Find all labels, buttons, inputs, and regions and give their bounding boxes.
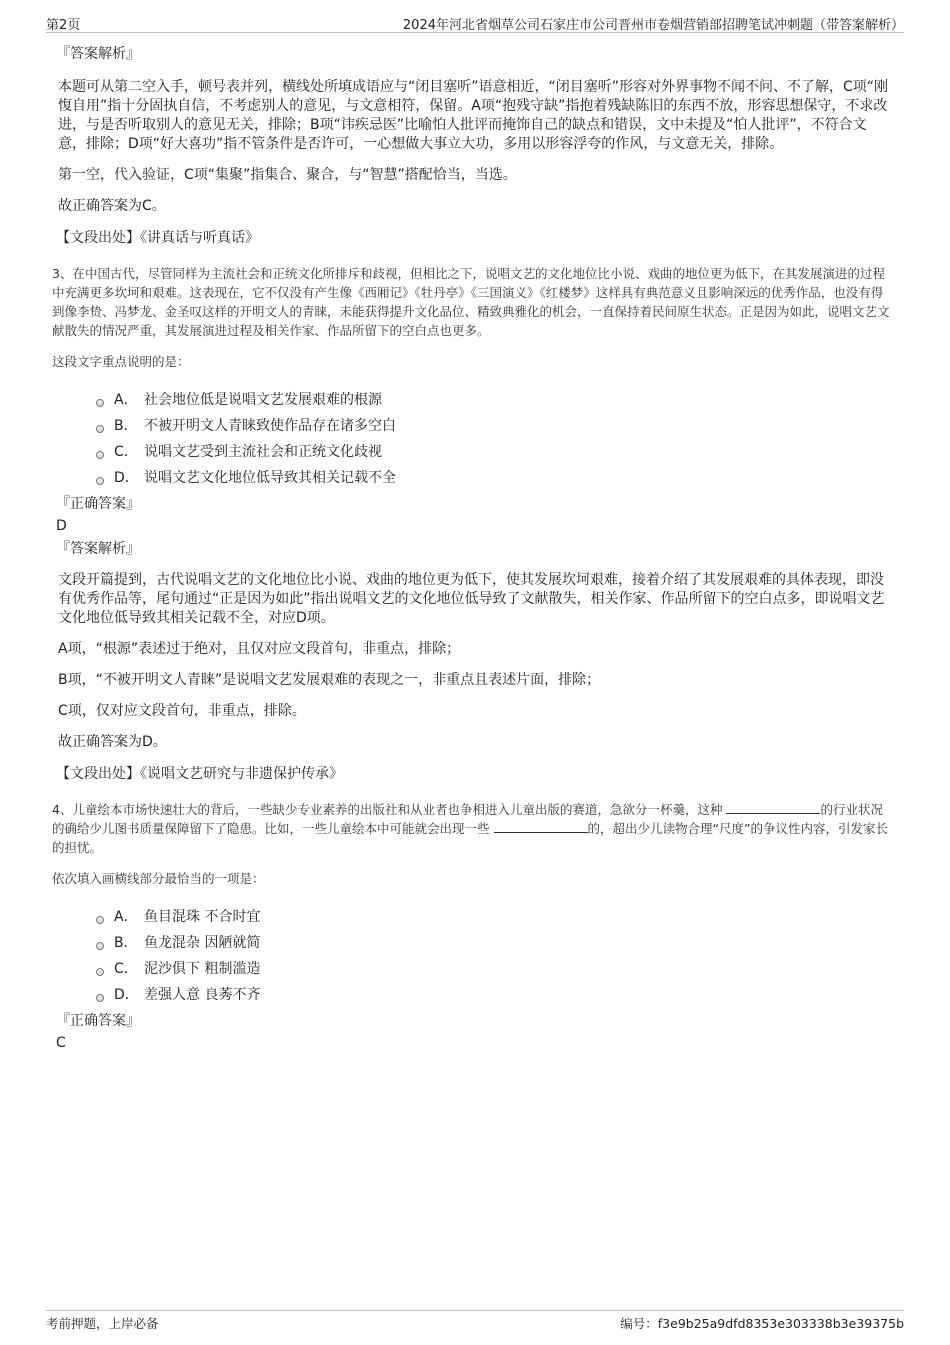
q3-analysis-paragraph: B项，“不被开明文人青睐”是说唱文艺发展艰难的表现之一，非重点且表述片面，排除；: [58, 672, 601, 688]
q3-analysis-label: 『答案解析』: [56, 541, 140, 557]
q4-text-part: 的，超出少儿读物合理“尺度”的争议性内容，引发家长的担忧。: [52, 821, 888, 855]
option-text: 不被开明文人青睐致使作品存在诸多空白: [144, 418, 396, 434]
option-text: 差强人意 良莠不齐: [144, 987, 261, 1003]
option-text: 说唱文艺文化地位低导致其相关记载不全: [144, 470, 396, 486]
q3-option-a[interactable]: [96, 387, 892, 413]
document-title: 2024年河北省烟草公司石家庄市公司晋州市卷烟营销部招聘笔试冲刺题（带答案解析）: [402, 18, 904, 33]
option-letter: B．: [114, 935, 138, 951]
document-id: 编号：f3e9b25a9dfd8353e303338b3e39375b: [620, 1316, 904, 1331]
q3-answer: D: [56, 518, 67, 534]
q4-question-text: [52, 800, 892, 857]
q2-source: 【文段出处】《讲真话与听真话》: [56, 230, 259, 246]
option-letter: D．: [114, 987, 139, 1003]
page-number: 第2页: [46, 18, 81, 33]
q4-options: [96, 904, 892, 1008]
fill-blank: [494, 820, 588, 833]
radio-icon[interactable]: [96, 916, 104, 924]
page-content: [52, 44, 892, 1056]
q4-option-d[interactable]: [96, 982, 892, 1008]
radio-icon[interactable]: [96, 968, 104, 976]
q3-answer-label: 『正确答案』: [56, 496, 140, 512]
q3-source: 【文段出处】《说唱文艺研究与非遗保护传承》: [56, 766, 343, 782]
q4-option-c[interactable]: [96, 956, 892, 982]
q4-option-b[interactable]: [96, 930, 892, 956]
q2-analysis-paragraph: 本题可从第二空入手，顿号表并列，横线处所填成语应与“闭目塞听”语意相近，“闭目塞听”形容对外界事物不闻不问、不了解，C项“刚愎自用”指十分固执自信，不考虑别人的意见，与文意相符，保留。A项“抱残守缺”指抱着残缺陈旧的东西不放，形容思想保守，不求改进，与是否听取别人的意见无关，排除；B项“讳疾忌医”比喻怕人批评而掩饰自己的缺点和错误，文中未提及“怕人批评”，不符合文意，排除；D项“好大喜功”指不管条件是否许可，一心想做大事立大功，多用以形容浮夸的作风，与文意无关，排除。: [58, 79, 889, 152]
q4-text-part: 4、儿童绘本市场快速壮大的背后，一些缺少专业素养的出版社和从业者也争相进入儿童出版的赛道，急欲分一杯羹，这种: [52, 802, 723, 817]
q3-question-text: 3、在中国古代，尽管同样为主流社会和正统文化所排斥和歧视，但相比之下，说唱文艺的文化地位比小说、戏曲的地位更为低下，在其发展演进的过程中充满更多坎坷和艰难。这表现在，它不仅没有产生像《西厢记》《牡丹亭》《三国演义》《红楼梦》这样具有典范意义且影响深远的优秀作品，也没有得到像李贽、冯梦龙、金圣叹这样的开明文人的青睐，未能获得提升文化品位、精致典雅化的机会，一直保持着民间原生状态。正是因为如此，说唱文艺文献散失的情况严重，其发展演进过程及相关作家、作品所留下的空白点也更多。: [52, 266, 890, 338]
option-letter: C．: [114, 961, 138, 977]
q3-option-b[interactable]: [96, 413, 892, 439]
q3-option-d[interactable]: [96, 465, 892, 491]
q3-analysis-paragraph: C项，仅对应文段首句，非重点，排除。: [58, 703, 306, 719]
option-text: 鱼目混珠 不合时宜: [144, 909, 261, 925]
option-letter: A．: [114, 909, 138, 925]
q4-answer: C: [56, 1035, 66, 1051]
q3-option-c[interactable]: [96, 439, 892, 465]
footer-slogan: 考前押题，上岸必备: [46, 1316, 159, 1331]
q2-analysis-paragraph: 第一空，代入验证，C项“集聚”指集合、聚合，与“智慧”搭配恰当，当选。: [58, 167, 517, 183]
radio-icon[interactable]: [96, 399, 104, 407]
q4-answer-label: 『正确答案』: [56, 1013, 140, 1029]
q3-prompt: 这段文字重点说明的是：: [52, 354, 190, 369]
option-text: 泥沙俱下 粗制滥造: [144, 961, 261, 977]
fill-blank: [726, 801, 820, 814]
q4-prompt: 依次填入画横线部分最恰当的一项是：: [52, 871, 265, 886]
radio-icon[interactable]: [96, 942, 104, 950]
option-letter: A．: [114, 392, 138, 408]
q4-option-a[interactable]: [96, 904, 892, 930]
option-text: 社会地位低是说唱文艺发展艰难的根源: [144, 392, 382, 408]
q2-analysis-label: 『答案解析』: [56, 46, 140, 62]
q3-analysis-paragraph: 文段开篇提到，古代说唱文艺的文化地位比小说、戏曲的地位更为低下，使其发展坎坷艰难，接着介绍了其发展艰难的具体表现，即没有优秀作品等，尾句通过“正是因为如此”指出说唱文艺的文化地位低导致了文献散失，相关作家、作品所留下的空白点多，即说唱文艺文化地位低导致其相关记载不全，对应D项。: [58, 572, 885, 626]
option-text: 鱼龙混杂 因陋就简: [144, 935, 261, 951]
radio-icon[interactable]: [96, 451, 104, 459]
q2-analysis-paragraph: 故正确答案为C。: [58, 198, 166, 214]
option-text: 说唱文艺受到主流社会和正统文化歧视: [144, 444, 382, 460]
q4-text-part: 的行业状况的确给少儿图书质量保障留下了隐患。比如，一些儿童绘本中可能就会出现一些: [52, 802, 883, 836]
radio-icon[interactable]: [96, 477, 104, 485]
option-letter: C．: [114, 444, 138, 460]
q3-options: [96, 387, 892, 491]
radio-icon[interactable]: [96, 425, 104, 433]
radio-icon[interactable]: [96, 994, 104, 1002]
page-header: [46, 12, 904, 33]
page-footer: [46, 1310, 904, 1333]
q3-analysis-paragraph: 故正确答案为D。: [58, 734, 167, 750]
option-letter: B．: [114, 418, 138, 434]
q3-analysis-paragraph: A项，“根源”表述过于绝对，且仅对应文段首句，非重点，排除；: [58, 641, 461, 657]
option-letter: D．: [114, 470, 139, 486]
